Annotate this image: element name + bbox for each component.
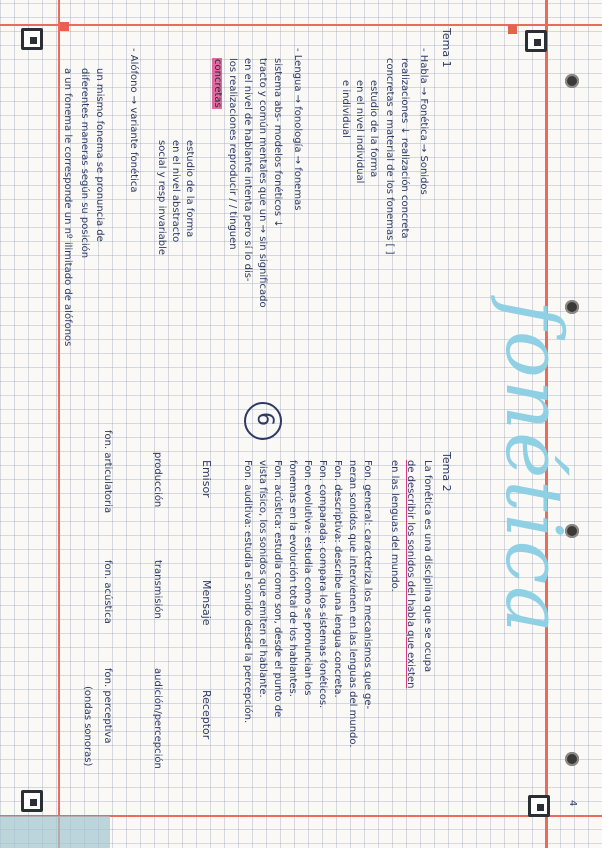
note-line: estudio de la forma [368,80,379,178]
note-line: La fonética es una disciplina que se ocupa [422,460,433,673]
diagram-transmision: transmisión [152,560,163,619]
note-line: Fon. acústica: estudia como son, desde el punto de [272,460,283,718]
note-line: neran sonidos que intervienen en las lenguas del mundo. [347,460,358,748]
note-line: de describir los sonidos del habla que existen [405,460,416,689]
note-line: social y resp invariable [156,140,167,256]
note-line: a un fonema le corresponde un nº ilimitado de alófonos [62,68,73,347]
circled-number-text: 6 [252,412,277,426]
note-line: - Alófono → variante fonética [128,48,139,193]
note-line: realizaciones ↓ realización concreta [399,58,410,239]
note-line: en el nivel individual [354,80,365,184]
note-line: vista físico, los sonidos que emiten el hablante. [257,460,268,698]
diagram-ondas: (ondas sonoras) [82,686,93,767]
note-line: e individual [340,80,351,138]
tema-1-title: Tema 1 [440,28,453,68]
note-line: los realizaciones reproducir / / tinguen [227,58,238,250]
page-number: 4 [567,800,578,807]
note-line: estudio de la forma [184,140,195,238]
note-line: en el nivel de hablante intenta pero sí lo dis- [242,58,253,282]
note-line: fonemas en la evolución total de los hablantes. [287,460,298,697]
diagram-mensaje: Mensaje [200,580,213,626]
note-line: concretas e material de los fonemas [ ] [384,58,395,255]
note-line: sistema abs- modelos fonéticos ↓ [272,58,283,228]
note-line: - Lengua → fonología → fonemas [292,48,303,211]
diagram-emisor: Emisor [200,460,213,498]
note-line: en el nivel abstracto [170,140,181,243]
note-line: tracto y común mentales que un → sin significado [257,58,268,308]
note-line: diferentes maneras según su posición [79,68,90,259]
note-line: - Habla → Fonética → Sonidos [418,48,429,195]
note-line: Fon. auditiva: estudia el sonido desde la percepción. [242,460,253,724]
tema-2-title: Tema 2 [440,452,453,492]
note-line: concretas [212,59,223,108]
diagram-receptor: Receptor [200,690,213,740]
note-line: Fon. comparada: compara los sistemas fonéticos. [317,460,328,709]
diagram-produccion: producción [152,452,163,508]
note-line: en las lenguas del mundo. [389,460,400,592]
diagram-perceptiva: fon. perceptiva [102,668,113,744]
note-line: Fon. evolutiva: estudia como se pronuncian los [302,460,313,696]
diagram-articulatoria: fon. articulatoria [102,430,113,514]
note-line: Fon. general: caracteriza los mecanismos que ge- [362,460,373,710]
note-line: un mismo fonema se pronuncia de [94,68,105,242]
diagram-acustica: fon. acústica [102,560,113,624]
page-watermark: fonética [488,300,578,635]
note-line: Fon. descriptiva: describe una lengua concreta. [332,460,343,698]
diagram-audicion: audición/percepción [152,668,163,769]
